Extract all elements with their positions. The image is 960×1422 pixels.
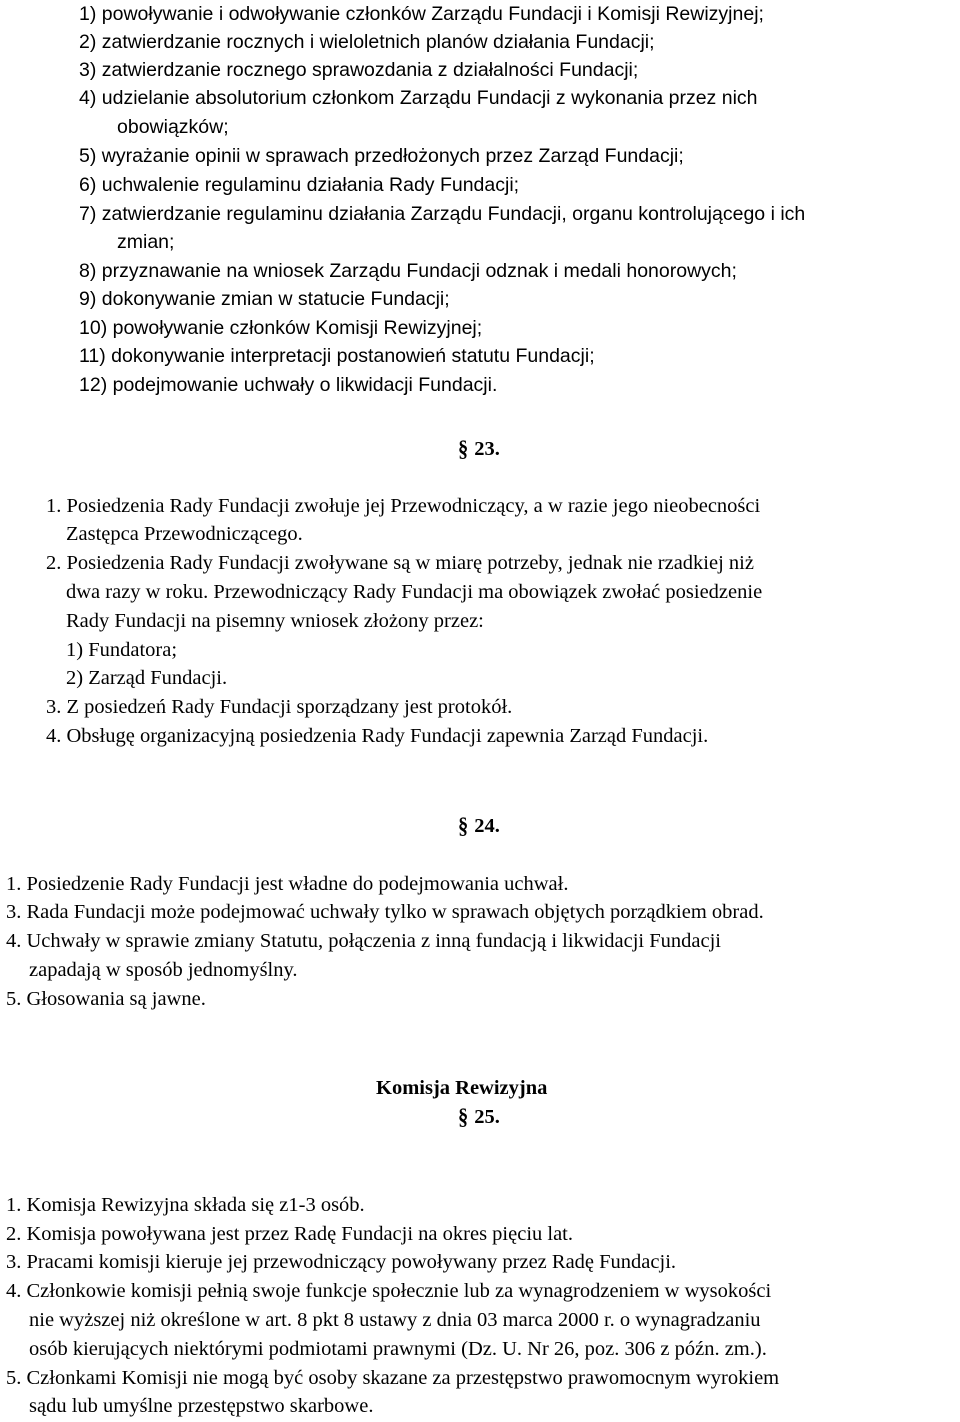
paragraph-line: 4. Członkowie komisji pełnią swoje funkcje społecznie lub za wynagrodzeniem w wysokości xyxy=(6,1280,772,1302)
paragraph-line: Rady Fundacji na pisemny wniosek złożony przez: xyxy=(66,610,484,632)
paragraph-line: Zastępca Przewodniczącego. xyxy=(66,523,303,545)
komisja-heading: Komisja Rewizyjna xyxy=(376,1077,548,1099)
paragraph-line: zapadają w sposób jednomyślny. xyxy=(29,959,298,981)
list-item: 12) podejmowanie uchwały o likwidacji Fundacji. xyxy=(79,374,498,396)
paragraph-sign: § xyxy=(458,813,469,839)
paragraph-line: 2. Posiedzenia Rady Fundacji zwoływane są w miarę potrzeby, jednak nie rzadkiej niż xyxy=(46,552,754,574)
list-item: 7) zatwierdzanie regulaminu działania Zarządu Fundacji, organu kontrolującego i ich xyxy=(79,203,806,225)
list-item: 3) zatwierdzanie rocznego sprawozdania z działalności Fundacji; xyxy=(79,59,639,81)
section-heading-24 xyxy=(458,812,500,841)
paragraph-line: 4. Uchwały w sprawie zmiany Statutu, połączenia z inną fundacją i likwidacji Fundacji xyxy=(6,930,721,952)
list-item-continuation: zmian; xyxy=(117,231,175,253)
section-number: 24. xyxy=(474,815,500,837)
paragraph-line: osób kierujących niektórymi podmiotami prawnymi (Dz. U. Nr 26, poz. 306 z późn. zm.). xyxy=(29,1338,767,1360)
section-number: 23. xyxy=(474,438,500,460)
list-item: 4) udzielanie absolutorium członkom Zarządu Fundacji z wykonania przez nich xyxy=(79,87,758,109)
paragraph-line: 5. Członkami Komisji nie mogą być osoby skazane za przestępstwo prawomocnym wyrokiem xyxy=(6,1367,780,1389)
section-number: 25. xyxy=(474,1106,500,1128)
list-item-continuation: obowiązków; xyxy=(117,116,229,138)
paragraph-line: 3. Z posiedzeń Rady Fundacji sporządzany jest protokół. xyxy=(46,696,513,718)
paragraph-line: 5. Głosowania są jawne. xyxy=(6,988,206,1010)
list-item: 1) powoływanie i odwoływanie członków Zarządu Fundacji i Komisji Rewizyjnej; xyxy=(79,3,764,25)
paragraph-line: 1. Posiedzenia Rady Fundacji zwołuje jej Przewodniczący, a w razie jego nieobecności xyxy=(46,495,761,517)
section-heading-23 xyxy=(458,435,500,464)
paragraph-line: sądu lub umyślne przestępstwo skarbowe. xyxy=(29,1395,374,1417)
paragraph-line: 3. Rada Fundacji może podejmować uchwały tylko w sprawach objętych porządkiem obrad. xyxy=(6,901,764,923)
paragraph-line: 4. Obsługę organizacyjną posiedzenia Rady Fundacji zapewnia Zarząd Fundacji. xyxy=(46,725,709,747)
paragraph-sign: § xyxy=(458,436,469,462)
paragraph-sign: § xyxy=(458,1104,469,1130)
paragraph-line: 1. Posiedzenie Rady Fundacji jest władne do podejmowania uchwał. xyxy=(6,873,569,895)
paragraph-line: 2) Zarząd Fundacji. xyxy=(66,667,228,689)
paragraph-line: 1. Komisja Rewizyjna składa się z1-3 osób. xyxy=(6,1194,365,1216)
list-item: 2) zatwierdzanie rocznych i wieloletnich planów działania Fundacji; xyxy=(79,31,655,53)
paragraph-line: dwa razy w roku. Przewodniczący Rady Fundacji ma obowiązek zwołać posiedzenie xyxy=(66,581,763,603)
paragraph-line: 1) Fundatora; xyxy=(66,639,178,661)
list-item: 8) przyznawanie na wniosek Zarządu Fundacji odznak i medali honorowych; xyxy=(79,260,737,282)
list-item: 11) dokonywanie interpretacji postanowień statutu Fundacji; xyxy=(79,345,595,367)
paragraph-line: 3. Pracami komisji kieruje jej przewodniczący powoływany przez Radę Fundacji. xyxy=(6,1251,677,1273)
list-item: 10) powoływanie członków Komisji Rewizyjnej; xyxy=(79,317,483,339)
section-heading-25 xyxy=(458,1103,500,1132)
paragraph-line: nie wyższej niż określone w art. 8 pkt 8 ustawy z dnia 03 marca 2000 r. o wynagradzaniu xyxy=(29,1309,761,1331)
list-item: 6) uchwalenie regulaminu działania Rady Fundacji; xyxy=(79,174,520,196)
list-item: 9) dokonywanie zmian w statucie Fundacji; xyxy=(79,288,450,310)
paragraph-line: 2. Komisja powoływana jest przez Radę Fundacji na okres pięciu lat. xyxy=(6,1223,574,1245)
list-item: 5) wyrażanie opinii w sprawach przedłożonych przez Zarząd Fundacji; xyxy=(79,145,684,167)
